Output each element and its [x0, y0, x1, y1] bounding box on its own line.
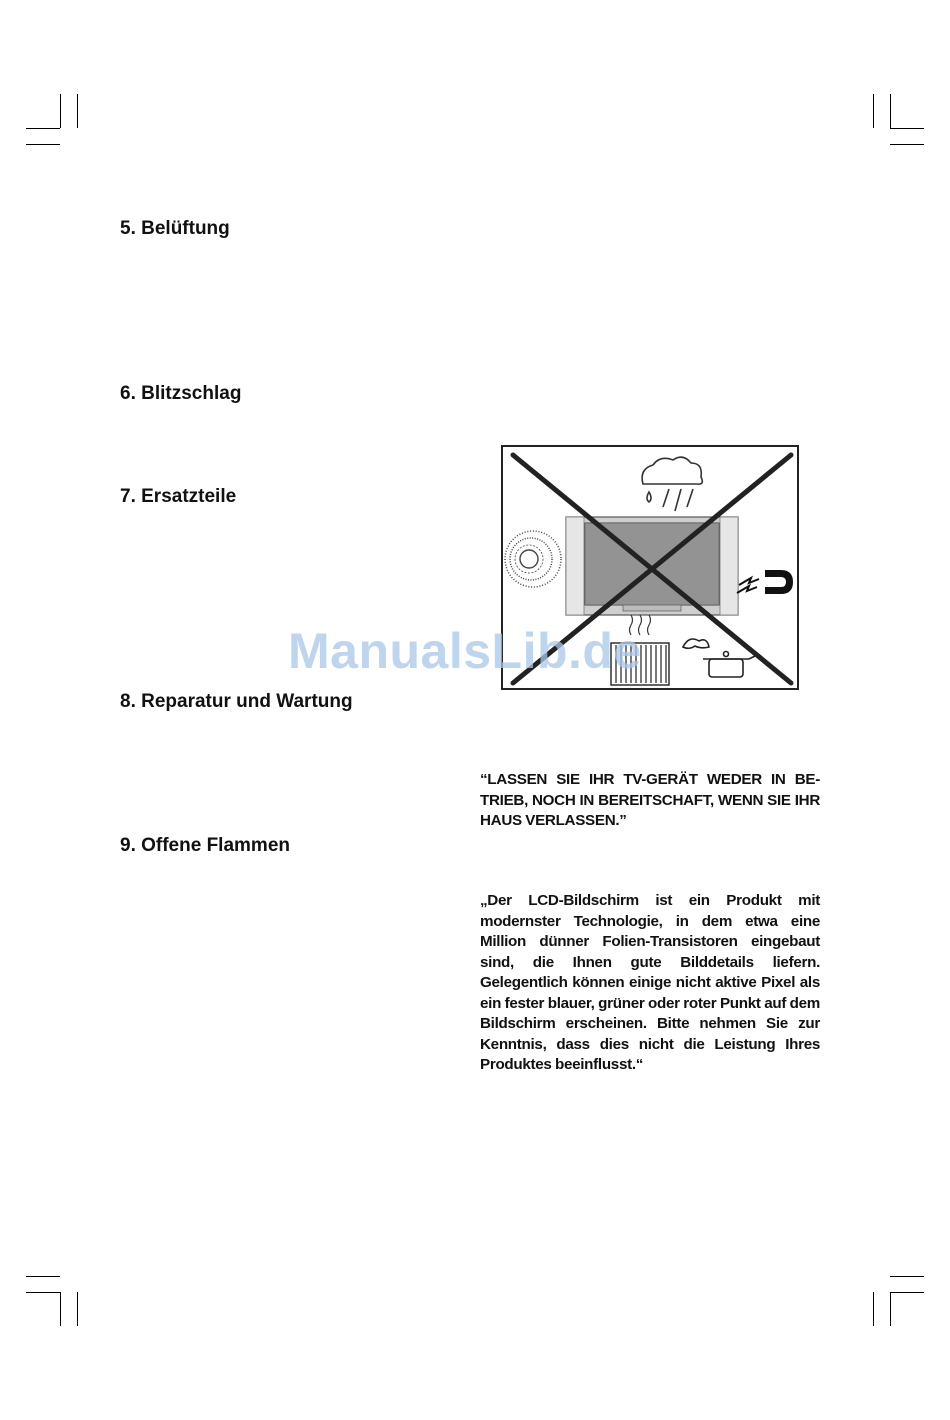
- sun-icon: [505, 531, 561, 587]
- crop-mark: [890, 128, 924, 129]
- crop-mark: [873, 94, 874, 128]
- heading-open-flames: 9. Offene Flammen: [120, 835, 290, 856]
- crop-mark: [26, 1276, 60, 1277]
- crop-mark: [873, 1292, 874, 1326]
- heading-repair-maintenance: 8. Reparatur und Wartung: [120, 691, 353, 712]
- crop-mark: [890, 1292, 891, 1326]
- heading-ventilation: 5. Belüftung: [120, 218, 230, 239]
- crop-mark: [890, 94, 891, 128]
- lcd-pixel-notice: „Der LCD-Bildschirm ist ein Produkt mit modernster Technologie, in dem etwa eine Million dünner Folien-Transistoren eingebaut sind, die Ihnen gute Bilddetails liefern. Gelegentlich können einige nicht aktive Pixel als ein fester blauer, grüner oder roter Punkt auf dem Bildschirm erscheinen. Bitte nehmen Sie zur Kenntnis, dass dies nicht die Leistung Ihres Produktes beeinflusst.“: [480, 892, 820, 1073]
- crop-mark: [77, 94, 78, 128]
- crop-mark: [60, 1292, 61, 1326]
- rain-cloud-icon: [642, 457, 702, 511]
- crop-mark: [60, 94, 61, 128]
- watermark: ManualsLib.de: [288, 623, 642, 679]
- crop-mark: [890, 144, 924, 145]
- heading-spare-parts: 7. Ersatzteile: [120, 486, 237, 507]
- crop-mark: [26, 1292, 60, 1293]
- heading-lightning: 6. Blitzschlag: [120, 383, 242, 404]
- magnet-icon: [737, 570, 793, 594]
- crop-mark: [890, 1292, 924, 1293]
- crop-mark: [26, 144, 60, 145]
- leave-house-notice: “LASSEN SIE IHR TV-GERÄT WEDER IN BE-TRIEB, NOCH IN BEREITSCHAFT, WENN SIE IHR HAUS VERLASSEN.”: [480, 771, 820, 829]
- crop-mark: [26, 128, 60, 129]
- crop-mark: [890, 1276, 924, 1277]
- crop-mark: [77, 1292, 78, 1326]
